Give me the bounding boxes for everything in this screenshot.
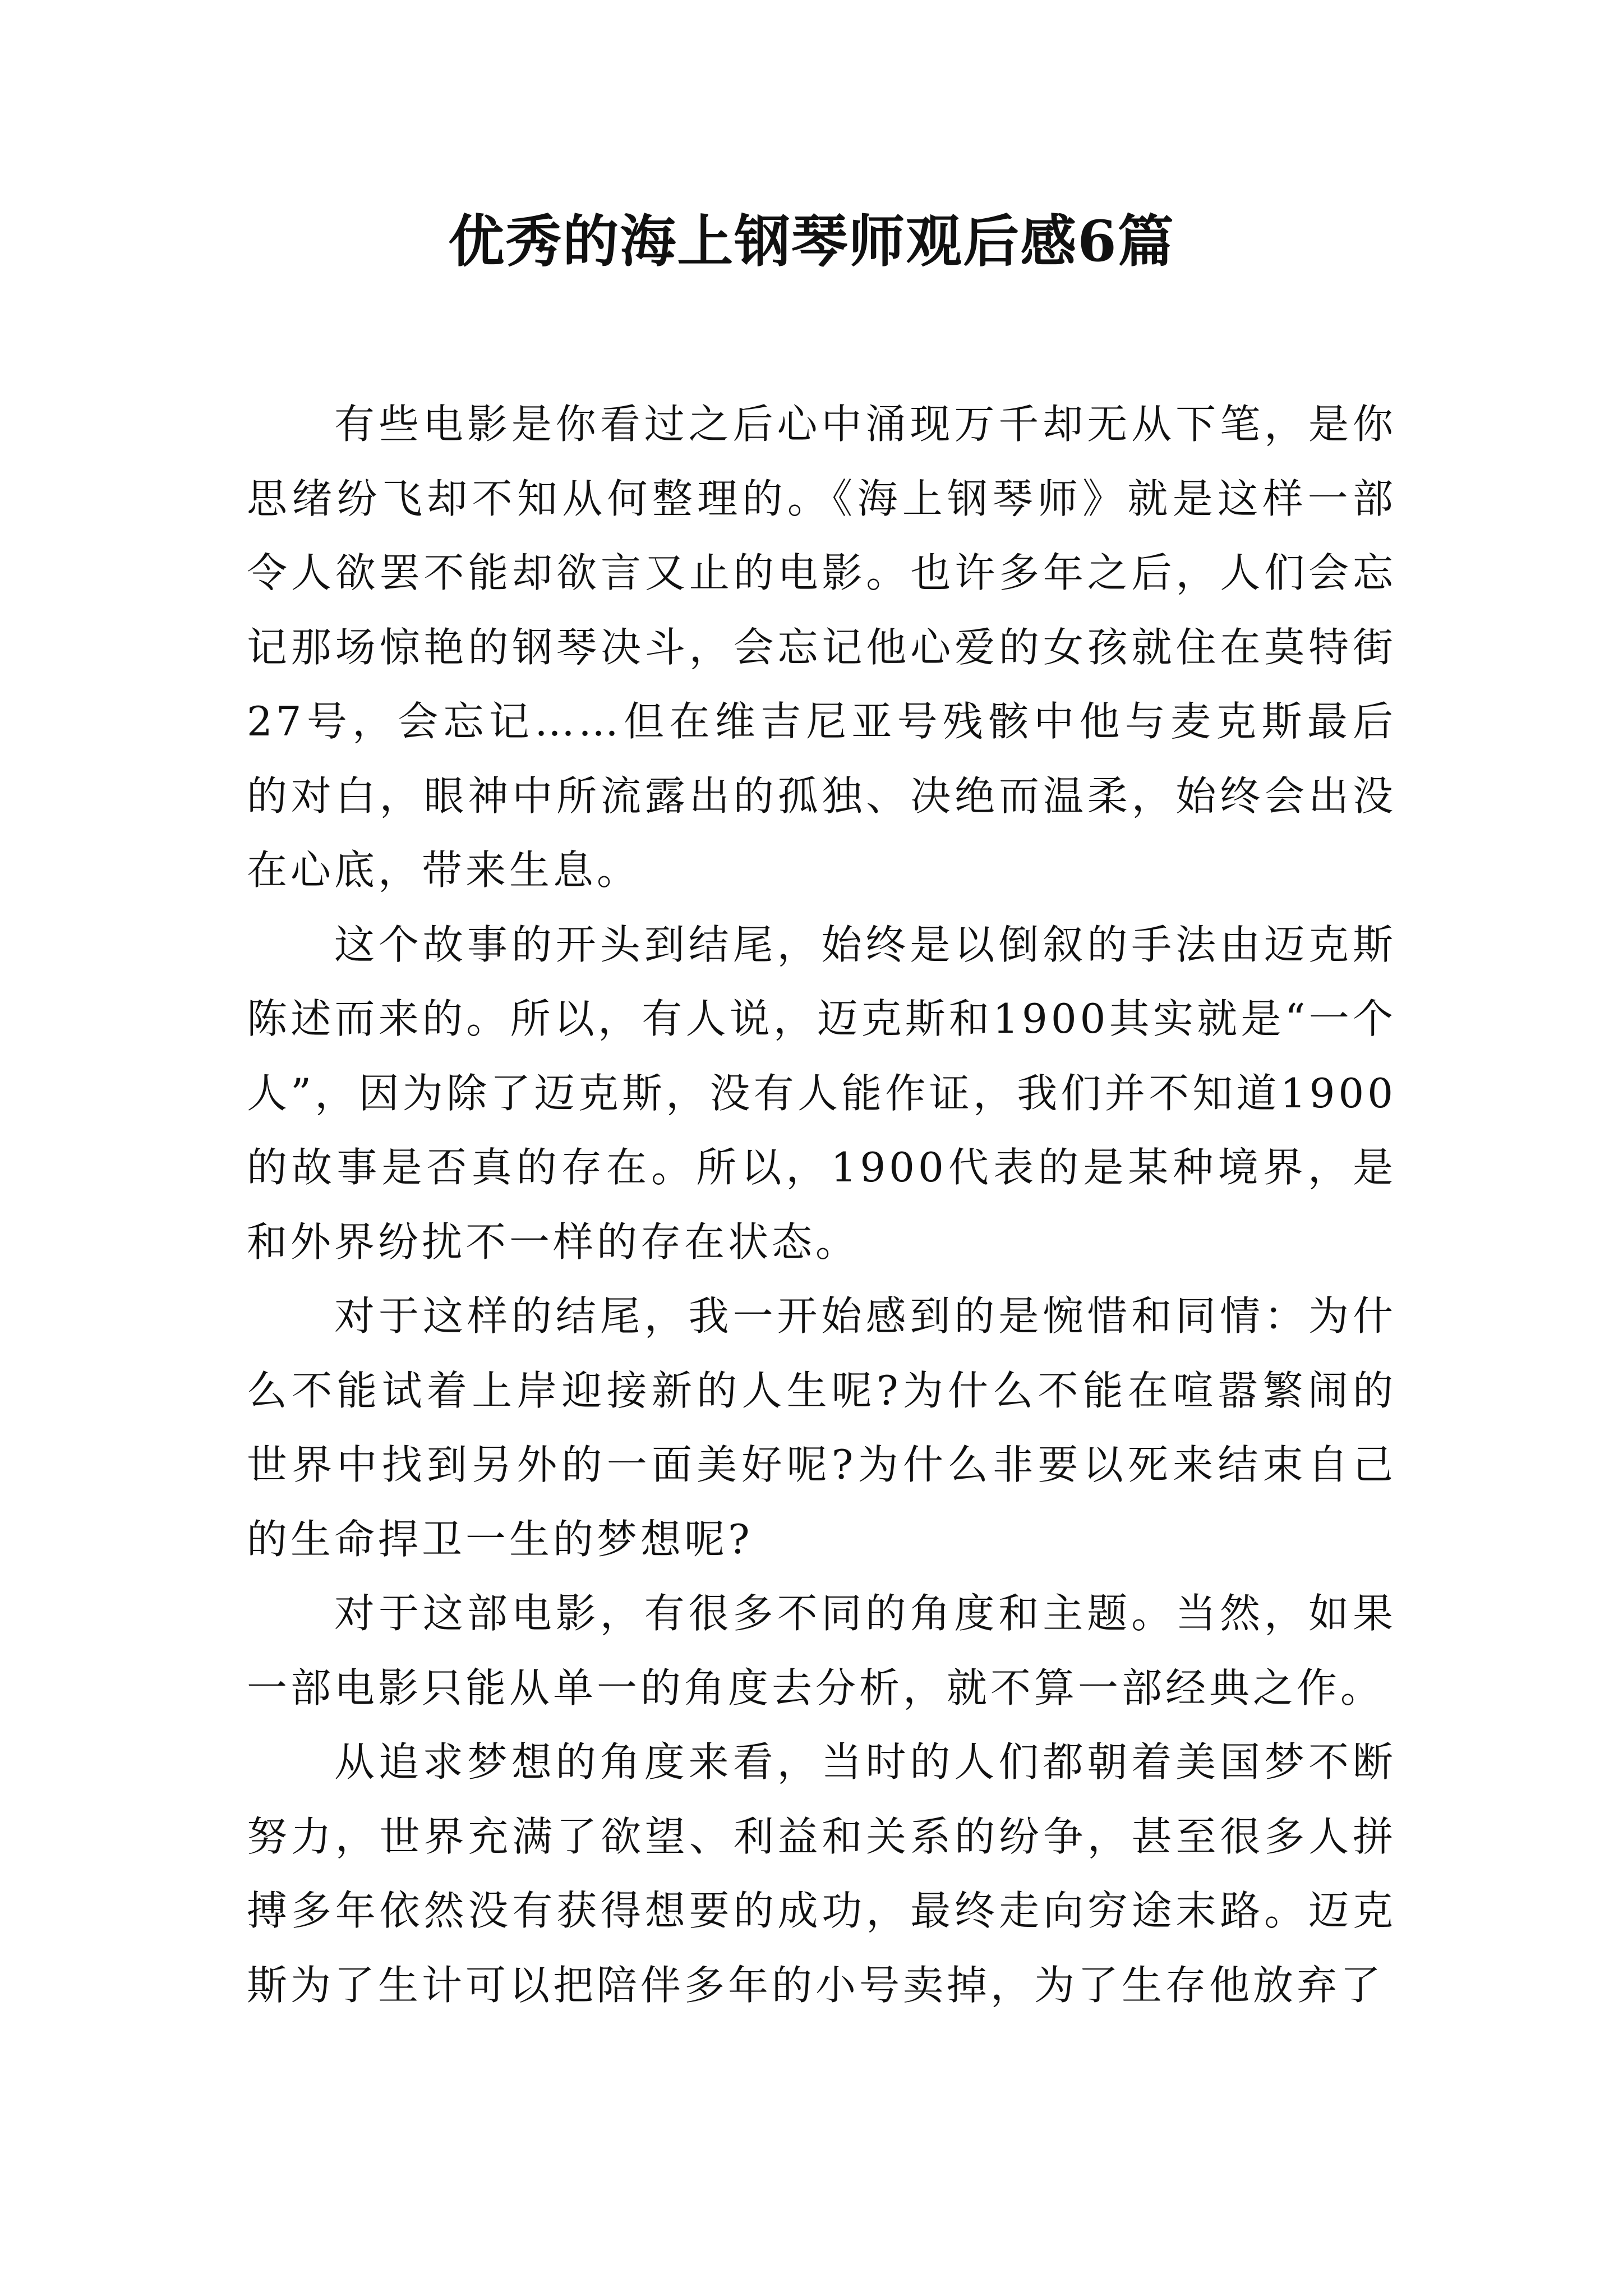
document-title: 优秀的海上钢琴师观后感6篇 [448,208,1175,274]
paragraph-2: 这个故事的开头到结尾，始终是以倒叙的手法由迈克斯陈述而来的。所以，有人说，迈克斯和1900其实就是“一个人”，因为除了迈克斯，没有人能作证，我们并不知道1900的故事是否真的存在。所以，1900代表的是某种境界，是和外界纷扰不一样的存在状态。 [247,921,1396,1266]
paragraph-1: 有些电影是你看过之后心中涌现万千却无从下笔，是你思绪纷飞却不知从何整理的。《海上钢琴师》就是这样一部令人欲罢不能却欲言又止的电影。也许多年之后，人们会忘记那场惊艳的钢琴决斗，会忘记他心爱的女孩就住在莫特街27号，会忘记……但在维吉尼亚号残骸中他与麦克斯最后的对白，眼神中所流露出的孤独、决绝而温柔，始终会出没在心底，带来生息。 [247,401,1396,894]
document-body [247,387,1396,2022]
paragraph-3: 对于这样的结尾，我一开始感到的是惋惜和同情：为什么不能试着上岸迎接新的人生呢?为什么不能在喧嚣繁闹的世界中找到另外的一面美好呢?为什么非要以死来结束自己的生命捍卫一生的梦想呢? [247,1292,1396,1563]
paragraph-5: 从追求梦想的角度来看，当时的人们都朝着美国梦不断努力，世界充满了欲望、利益和关系的纷争，甚至很多人拼搏多年依然没有获得想要的成功，最终走向穷途末路。迈克斯为了生计可以把陪伴多年的小号卖掉，为了生存他放弃了 [247,1738,1396,2009]
paragraph-4: 对于这部电影，有很多不同的角度和主题。当然，如果一部电影只能从单一的角度去分析，就不算一部经典之作。 [247,1590,1396,1711]
